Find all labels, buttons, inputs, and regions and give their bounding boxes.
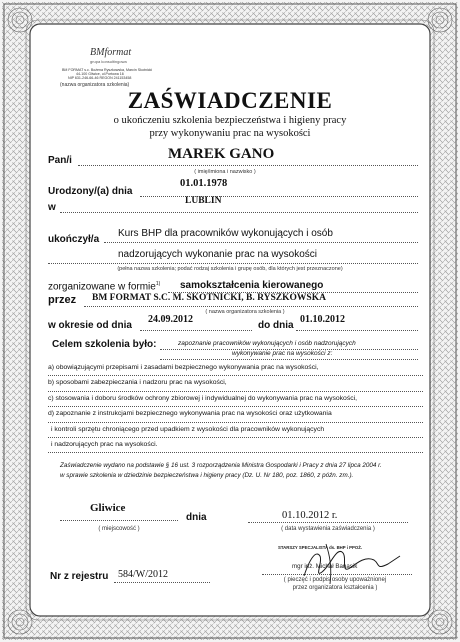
course-note: (pełna nazwa szkolenia; podać rodzaj szkolenia i grupę osób, dla których jest przeznaczone)	[117, 266, 343, 272]
organizer-note: ( nazwa organizatora szkolenia )	[205, 309, 285, 315]
issuer-logo: BMformat grupa konsultingowa	[90, 47, 132, 64]
footer-place-dotline	[60, 520, 178, 521]
period-to-label: do dnia	[258, 320, 294, 331]
course-dotline-1	[104, 242, 418, 243]
issuer-stamp: BMformat grupa konsultingowa BM FORMAT s.c. Bożena Ryszkowska, Marcin Skotnicki 44-100 Gliwice, ul.Portowa 16 NIP 631-246-66-46 REGON 241153458 (nazwa organizatora szkolenia)	[62, 42, 182, 88]
period-from: 24.09.2012	[148, 314, 193, 325]
course-label: ukończył/a	[48, 234, 100, 245]
person-name: MAREK GANO	[168, 146, 275, 162]
goal-dotline-2	[160, 359, 418, 360]
page-title: ZAŚWIADCZENIE	[127, 88, 333, 113]
person-label: Pan/i	[48, 155, 72, 166]
place-dotline	[60, 212, 418, 213]
person-name-note: ( imię/imiona i nazwisko )	[194, 169, 256, 175]
goal-item: c) stosowania i doboru środków ochrony zbiorowej i indywidualnej do wykonywania prac na wysokości,	[48, 392, 423, 407]
form-value: samokształcenia kierowanego	[180, 280, 324, 291]
sign-note-1: ( pieczęć i podpis osoby upoważnionej	[283, 577, 387, 583]
goal-item: d) zapoznanie z instrukcjami bezpiecznego wykonywania prac na wysokości oraz użytkowania	[48, 407, 423, 422]
footer-date-note: ( data wystawienia zaświadczenia )	[281, 526, 375, 532]
legal-line-2: w sprawie szkolenia w dziedzinie bezpieczeństwa i higieny pracy (Dz. U. Nr 180, poz. 1860, z późn. zm.).	[60, 472, 354, 479]
register-label: Nr z rejestru	[50, 571, 109, 582]
legal-line-1: Zaświadczenie wydano na podstawie § 16 ust. 3 rozporządzenia Ministra Gospodarki i Pracy z dnia 27 lipca 2004 r.	[60, 462, 382, 469]
born-dotline	[140, 196, 418, 197]
signer-name: mgr inż. Michał Banasik	[292, 563, 358, 570]
organizer-label: przez	[48, 294, 77, 306]
signer-stamp: STARSZY SPECJALISTA ds. BHP i PPOŻ.	[278, 545, 363, 550]
register-dotline	[114, 582, 210, 583]
period-from-dotline	[140, 330, 252, 331]
goal-intro-2: wykonywanie prac na wysokości z:	[232, 350, 333, 357]
organizer-dotline	[84, 306, 418, 307]
goal-item: b) sposobami zabezpieczania i nadzoru prac na wysokości,	[48, 376, 423, 391]
goal-intro-1: zapoznanie pracowników wykonujących i osób nadzorujących	[178, 340, 356, 347]
sign-note-2: przez organizatora kształcenia )	[292, 585, 378, 591]
goal-list	[48, 361, 423, 453]
signature-dotline	[262, 574, 412, 575]
footer-date-dotline	[248, 522, 408, 523]
period-to-dotline	[296, 330, 418, 331]
goal-item: i kontroli sprzętu chroniącego przed upadkiem z wysokości dla pracowników wykonujących	[48, 423, 423, 438]
course-line-2: nadzorujących wykonanie prac na wysokości	[118, 249, 317, 260]
course-dotline-2	[48, 263, 418, 264]
register-value: 584/W/2012	[118, 569, 168, 580]
course-line-1: Kurs BHP dla pracowników wykonujących i osób	[118, 228, 333, 239]
goal-item: a) obowiązującymi przepisami i zasadami bezpiecznego wykonywania prac na wysokości,	[48, 361, 423, 376]
place-value: LUBLIN	[185, 196, 222, 206]
organizer-value: BM FORMAT S.C. M. SKOTNICKI, B. RYSZKOWSKA	[92, 293, 326, 303]
born-label: Urodzony/(a) dnia	[48, 186, 133, 197]
goal-label: Celem szkolenia było:	[52, 339, 157, 350]
footer-date: 01.10.2012 r.	[282, 510, 338, 521]
period-from-label: w okresie od dnia	[48, 320, 132, 331]
goal-item: i nadzorujących prac na wysokości.	[48, 438, 423, 453]
person-dotline	[78, 165, 418, 166]
footer-date-label: dnia	[186, 512, 207, 523]
place-label: w	[48, 202, 56, 213]
subtitle-1: o ukończeniu szkolenia bezpieczeństwa i higieny pracy	[113, 115, 347, 126]
period-to: 01.10.2012	[300, 314, 345, 325]
form-label: zorganizowane w formie$^{1)}$	[48, 281, 161, 293]
subtitle-2: przy wykonywaniu prac na wysokości	[149, 128, 311, 139]
born-date: 01.01.1978	[180, 178, 228, 189]
footer-place-note: ( miejscowość )	[98, 526, 140, 532]
footer-place: Gliwice	[90, 502, 126, 514]
